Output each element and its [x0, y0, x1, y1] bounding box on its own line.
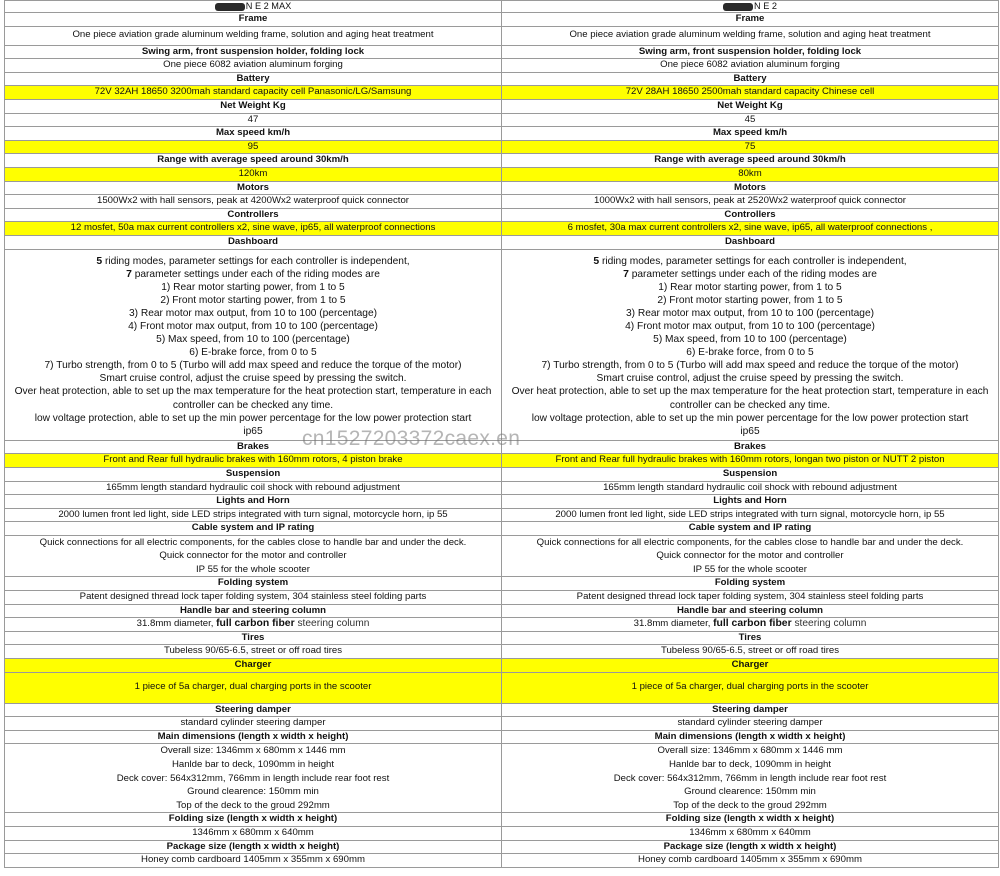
header-battery: Battery [5, 72, 502, 86]
header-suspension: Suspension [5, 468, 502, 482]
range-value-right: 80km [502, 167, 999, 181]
folding-system-value-right: Patent designed thread lock taper folding system, 304 stainless steel folding parts [502, 591, 999, 605]
net-weight-value-right: 45 [502, 113, 999, 127]
tires-value-right: Tubeless 90/65-6.5, street or off road tires [502, 645, 999, 659]
controllers-value-left: 12 mosfet, 50a max current controllers x2, sine wave, ip65, all waterproof connections [5, 222, 502, 236]
header-net-weight: Net Weight Kg [5, 99, 502, 113]
swing-arm-value-left: One piece 6082 aviation aluminum forging [5, 59, 502, 73]
battery-value-right: 72V 28AH 18650 2500mah standard capacity Chinese cell [502, 86, 999, 100]
header-dashboard: Dashboard [502, 235, 999, 249]
redaction-block [723, 3, 753, 11]
tires-value-left: Tubeless 90/65-6.5, street or off road tires [5, 645, 502, 659]
header-main-dimensions: Main dimensions (length x width x height) [502, 730, 999, 744]
folding-size-value-right: 1346mm x 680mm x 640mm [502, 827, 999, 841]
max-speed-value-right: 75 [502, 140, 999, 154]
header-charger: Charger [502, 659, 999, 673]
frame-value-right: One piece aviation grade aluminum welding frame, solution and aging heat treatment [502, 26, 999, 45]
package-size-value-left: Honey comb cardboard 1405mm x 355mm x 690mm [5, 854, 502, 868]
header-folding-system: Folding system [502, 577, 999, 591]
range-value-left: 120km [5, 167, 502, 181]
header-max-speed: Max speed km/h [502, 127, 999, 141]
header-package-size: Package size (length x width x height) [502, 840, 999, 854]
handle-bar-value-left: 31.8mm diameter, full carbon fiber steering column [5, 618, 502, 632]
header-lights-horn: Lights and Horn [502, 495, 999, 509]
header-tires: Tires [502, 631, 999, 645]
lights-value-left: 2000 lumen front led light, side LED strips integrated with turn signal, motorcycle horn, ip 55 [5, 508, 502, 522]
net-weight-value-left: 47 [5, 113, 502, 127]
header-package-size: Package size (length x width x height) [5, 840, 502, 854]
header-handle-bar: Handle bar and steering column [502, 604, 999, 618]
suspension-value-left: 165mm length standard hydraulic coil shock with rebound adjustment [5, 481, 502, 495]
header-cable-system: Cable system and IP rating [502, 522, 999, 536]
folding-size-value-left: 1346mm x 680mm x 640mm [5, 827, 502, 841]
header-frame: Frame [5, 13, 502, 27]
header-folding-size: Folding size (length x width x height) [502, 813, 999, 827]
motors-value-left: 1500Wx2 with hall sensors, peak at 4200Wx2 waterproof quick connector [5, 195, 502, 209]
brakes-value-left: Front and Rear full hydraulic brakes with 160mm rotors, 4 piston brake [5, 454, 502, 468]
max-speed-value-left: 95 [5, 140, 502, 154]
cable-system-value-left: Quick connections for all electric components, for the cables close to handle bar and under the deck. Quick connector for the motor and controller IP 55 for the whole scooter [5, 535, 502, 577]
motors-value-right: 1000Wx2 with hall sensors, peak at 2520Wx2 waterproof quick connector [502, 195, 999, 209]
watermark-text: cn1527203372caex.en [302, 427, 521, 450]
lights-value-right: 2000 lumen front led light, side LED strips integrated with turn signal, motorcycle horn, ip 55 [502, 508, 999, 522]
header-steering-damper: Steering damper [5, 703, 502, 717]
controllers-value-right: 6 mosfet, 30a max current controllers x2, sine wave, ip65, all waterproof connections , [502, 222, 999, 236]
charger-value-right: 1 piece of 5a charger, dual charging ports in the scooter [502, 672, 999, 703]
dashboard-description-right: 5 riding modes, parameter settings for each controller is independent, 7 parameter settings under each of the riding modes are 1) Rear motor starting power, from 1 to 5 2) Front motor starting power, from 1 to 5 3) Rear motor max output, from 10 to 100 (percentage) 4) Front motor max output, from 10 to 100 (percentage) 5) Max speed, from 10 to 100 (percentage) 6) E-brake force, from 0 to 5 7) Turbo strength, from 0 to 5 (Turbo will add max speed and reduce the torque of the motor) Smart cruise control, adjust the cruise speed by pressing the switch. Over heat protection, able to set up the max temperature for the heat protection start, temperature in each controller can be checked any time. low voltage protection, able to set up the min power percentage for the low power protection start ip65 [502, 249, 999, 440]
header-motors: Motors [5, 181, 502, 195]
folding-system-value-left: Patent designed thread lock taper folding system, 304 stainless steel folding parts [5, 591, 502, 605]
header-main-dimensions: Main dimensions (length x width x height) [5, 730, 502, 744]
header-range: Range with average speed around 30km/h [5, 154, 502, 168]
header-swing-arm: Swing arm, front suspension holder, folding lock [5, 45, 502, 59]
header-controllers: Controllers [502, 208, 999, 222]
header-swing-arm: Swing arm, front suspension holder, folding lock [502, 45, 999, 59]
swing-arm-value-right: One piece 6082 aviation aluminum forging [502, 59, 999, 73]
dashboard-description-left: 5 riding modes, parameter settings for each controller is independent, 7 parameter settings under each of the riding modes are 1) Rear motor starting power, from 1 to 5 2) Front motor starting power, from 1 to 5 3) Rear motor max output, from 10 to 100 (percentage) 4) Front motor max output, from 10 to 100 (percentage) 5) Max speed, from 10 to 100 (percentage) 6) E-brake force, from 0 to 5 7) Turbo strength, from 0 to 5 (Turbo will add max speed and reduce the torque of the motor) Smart cruise control, adjust the cruise speed by pressing the switch. Over heat protection, able to set up the max temperature for the heat protection start, temperature in each controller can be checked any time. low voltage protection, able to set up the min power percentage for the low power protection start ip65 [5, 249, 502, 440]
spec-sheet [4, 0, 998, 868]
frame-value-left: One piece aviation grade aluminum welding frame, solution and aging heat treatment [5, 26, 502, 45]
header-lights-horn: Lights and Horn [5, 495, 502, 509]
header-suspension: Suspension [502, 468, 999, 482]
handle-bar-value-right: 31.8mm diameter, full carbon fiber steering column [502, 618, 999, 632]
model-name-left: N E 2 MAX [5, 1, 502, 13]
header-max-speed: Max speed km/h [5, 127, 502, 141]
steering-damper-value-left: standard cylinder steering damper [5, 717, 502, 731]
steering-damper-value-right: standard cylinder steering damper [502, 717, 999, 731]
main-dimensions-value-left: Overall size: 1346mm x 680mm x 1446 mm Hanlde bar to deck, 1090mm in height Deck cover: 564x312mm, 766mm in length include rear foot rest Ground clearence: 150mm min Top of the deck to the groud 292mm [5, 744, 502, 813]
header-frame: Frame [502, 13, 999, 27]
header-tires: Tires [5, 631, 502, 645]
package-size-value-right: Honey comb cardboard 1405mm x 355mm x 690mm [502, 854, 999, 868]
header-handle-bar: Handle bar and steering column [5, 604, 502, 618]
header-charger: Charger [5, 659, 502, 673]
charger-value-left: 1 piece of 5a charger, dual charging ports in the scooter [5, 672, 502, 703]
redaction-block [215, 3, 245, 11]
header-battery: Battery [502, 72, 999, 86]
suspension-value-right: 165mm length standard hydraulic coil shock with rebound adjustment [502, 481, 999, 495]
battery-value-left: 72V 32AH 18650 3200mah standard capacity cell Panasonic/LG/Samsung [5, 86, 502, 100]
header-brakes: Brakes [5, 440, 502, 454]
header-dashboard: Dashboard [5, 235, 502, 249]
header-motors: Motors [502, 181, 999, 195]
header-steering-damper: Steering damper [502, 703, 999, 717]
header-net-weight: Net Weight Kg [502, 99, 999, 113]
header-controllers: Controllers [5, 208, 502, 222]
model-name-right: N E 2 [502, 1, 999, 13]
main-dimensions-value-right: Overall size: 1346mm x 680mm x 1446 mm Hanlde bar to deck, 1090mm in height Deck cover: 564x312mm, 766mm in length include rear foot rest Ground clearence: 150mm min Top of the deck to the groud 292mm [502, 744, 999, 813]
header-cable-system: Cable system and IP rating [5, 522, 502, 536]
brakes-value-right: Front and Rear full hydraulic brakes with 160mm rotors, longan two piston or NUTT 2 piston [502, 454, 999, 468]
header-folding-size: Folding size (length x width x height) [5, 813, 502, 827]
header-folding-system: Folding system [5, 577, 502, 591]
header-brakes: Brakes [502, 440, 999, 454]
header-range: Range with average speed around 30km/h [502, 154, 999, 168]
cable-system-value-right: Quick connections for all electric components, for the cables close to handle bar and under the deck. Quick connector for the motor and controller IP 55 for the whole scooter [502, 535, 999, 577]
spec-comparison-table [4, 0, 999, 868]
